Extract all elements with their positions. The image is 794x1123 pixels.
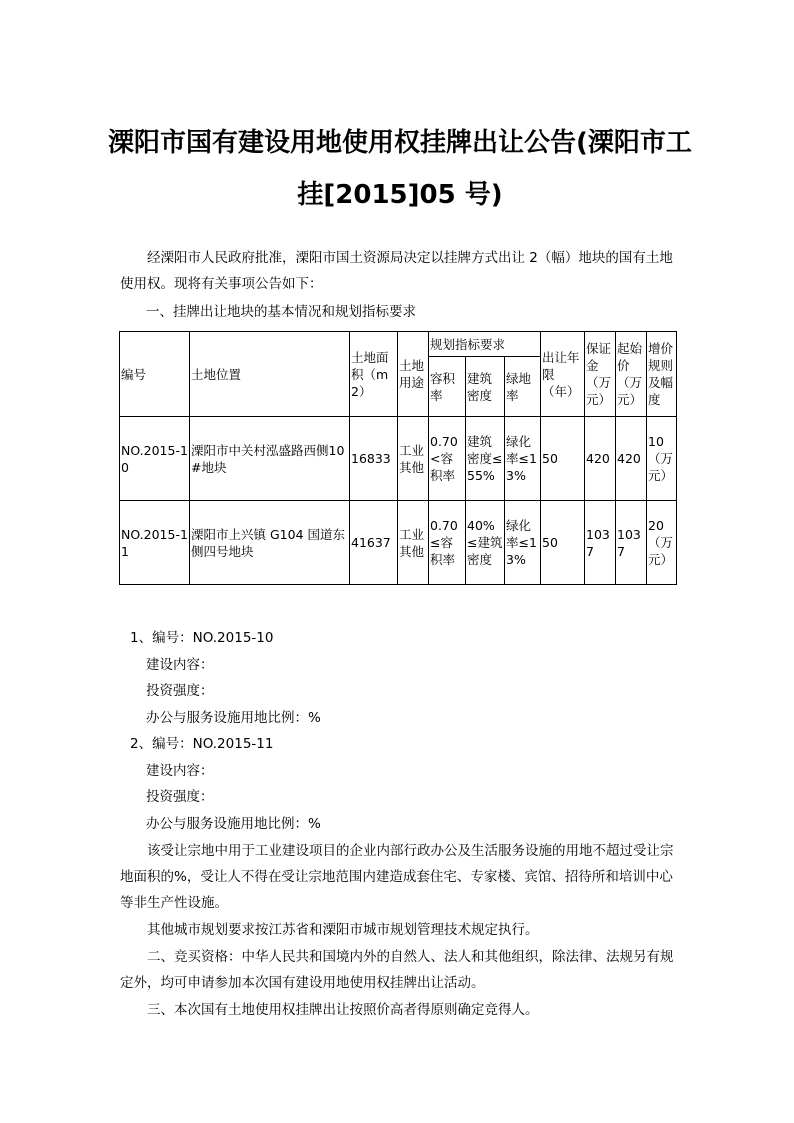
item-2-office-ratio: 办公与服务设施用地比例：% — [146, 816, 321, 832]
header-area: 土地面积（m2） — [350, 332, 398, 417]
cell-far: 0.70<容积率 — [429, 417, 466, 501]
cell-location: 溧阳市中关村泓盛路西侧10#地块 — [190, 417, 350, 501]
cell-deposit: 1037 — [585, 501, 616, 585]
section-1-heading: 一、挂牌出让地块的基本情况和规划指标要求 — [146, 304, 416, 320]
header-planning: 规划指标要求 — [429, 332, 541, 357]
other-planning-paragraph: 其他城市规划要求按江苏省和溧阳市城市规划管理技术规定执行。 — [147, 922, 539, 938]
header-far: 容积率 — [429, 357, 466, 417]
item-1-investment: 投资强度： — [146, 683, 214, 699]
item-2-investment: 投资强度： — [146, 789, 214, 805]
header-density: 建筑密度 — [466, 357, 505, 417]
cell-green: 绿化率≤13% — [505, 417, 541, 501]
header-deposit: 保证金（万元） — [585, 332, 616, 417]
cell-density: 建筑密度≤55% — [466, 417, 505, 501]
document-title-line-2: 挂[2015]05 号) — [297, 180, 503, 210]
cell-use: 工业其他 — [398, 501, 429, 585]
item-1-heading: 1、编号：NO.2015-10 — [130, 630, 274, 646]
header-green: 绿地率 — [505, 357, 541, 417]
header-use: 土地用途 — [398, 332, 429, 417]
header-start-price: 起始价（万元） — [616, 332, 647, 417]
section-2-paragraph: 二、竞买资格：中华人民共和国境内外的自然人、法人和其他组织，除法律、法规另有规定外，均可申请参加本次国有建设用地使用权挂牌出让活动。 — [120, 949, 674, 991]
cell-term: 50 — [541, 501, 585, 585]
item-1-office-ratio: 办公与服务设施用地比例：% — [146, 710, 321, 726]
cell-code: NO.2015-10 — [120, 417, 190, 501]
section-3-paragraph: 三、本次国有土地使用权挂牌出让按照价高者得原则确定竞得人。 — [147, 1002, 539, 1018]
item-1-construction: 建设内容： — [146, 657, 214, 673]
cell-term: 50 — [541, 417, 585, 501]
land-parcel-table — [119, 331, 677, 585]
cell-deposit: 420 — [585, 417, 616, 501]
cell-code: NO.2015-11 — [120, 501, 190, 585]
item-2-construction: 建设内容： — [146, 763, 214, 779]
cell-location: 溧阳市上兴镇 G104 国道东侧四号地块 — [190, 501, 350, 585]
header-code: 编号 — [120, 332, 190, 417]
cell-increment: 20（万元） — [647, 501, 677, 585]
table-row — [120, 501, 677, 585]
header-location: 土地位置 — [190, 332, 350, 417]
header-increment: 增价规则及幅度 — [647, 332, 677, 417]
cell-start-price: 420 — [616, 417, 647, 501]
cell-density: 40%≤建筑密度 — [466, 501, 505, 585]
cell-increment: 10（万元） — [647, 417, 677, 501]
cell-start-price: 1037 — [616, 501, 647, 585]
cell-area: 41637 — [350, 501, 398, 585]
cell-use: 工业其他 — [398, 417, 429, 501]
header-term: 出让年限（年） — [541, 332, 585, 417]
cell-area: 16833 — [350, 417, 398, 501]
table-row — [120, 417, 677, 501]
office-limit-paragraph: 该受让宗地中用于工业建设项目的企业内部行政办公及生活服务设施的用地不超过受让宗地面积的%，受让人不得在受让宗地范围内建造成套住宅、专家楼、宾馆、招待所和培训中心等非生产性设施。 — [120, 843, 674, 911]
document-title-line-1: 溧阳市国有建设用地使用权挂牌出让公告(溧阳市工 — [108, 128, 692, 158]
item-2-heading: 2、编号：NO.2015-11 — [130, 736, 274, 752]
cell-far: 0.70≤容积率 — [429, 501, 466, 585]
cell-green: 绿化率≤13% — [505, 501, 541, 585]
intro-paragraph: 经溧阳市人民政府批准，溧阳市国土资源局决定以挂牌方式出让 2（幅）地块的国有土地使用权。现将有关事项公告如下： — [120, 250, 673, 292]
